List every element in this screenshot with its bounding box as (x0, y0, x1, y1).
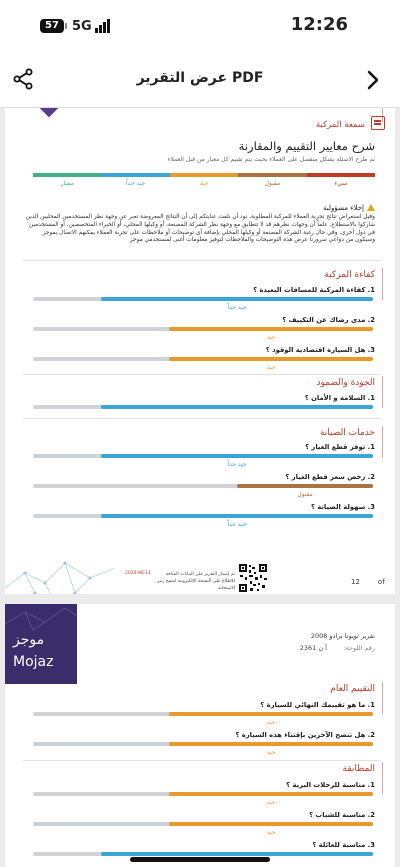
rating-fill (101, 514, 373, 518)
network-pattern-graphic (5, 548, 125, 594)
pdf-page-2[interactable] (5, 604, 395, 867)
home-indicator[interactable] (130, 857, 270, 862)
scale-label: مقبول (264, 180, 281, 187)
pdf-page-1[interactable] (5, 108, 395, 594)
scale-label: جيد جداً (126, 180, 146, 187)
page-of-label: of (377, 578, 385, 586)
car-report-icon (371, 116, 385, 130)
report-date: 2024-06-11 (125, 571, 152, 576)
rating-track (33, 514, 373, 518)
question-label: 1. توفر قطع الغيار ؟ (305, 443, 375, 451)
rating-fill (169, 822, 373, 826)
rating-track (33, 454, 373, 458)
scale-good (170, 173, 238, 177)
rating-track (33, 297, 373, 301)
question-label: 3. هل السيارة اقتصادية الوقود ؟ (265, 346, 375, 354)
plate-label: رقم اللوحة: (343, 644, 375, 652)
rating-label: جيد (266, 719, 276, 726)
rating-fill (169, 742, 373, 746)
page-title: عرض التقرير PDF (136, 70, 264, 86)
margin-line (382, 376, 383, 408)
divider (23, 418, 381, 419)
question-label: 2. مناسبة للشباب ؟ (309, 811, 375, 819)
rating-track (33, 742, 373, 746)
chevron-right-icon[interactable] (366, 70, 380, 90)
network-label: 5G (72, 19, 92, 34)
question-label: 3. مناسبة للعائلة ؟ (312, 841, 375, 849)
page-number-value: 12 (351, 578, 360, 586)
rating-track (33, 327, 373, 331)
scale-label: ممتاز (60, 180, 74, 187)
rating-fill (101, 852, 373, 856)
category-heading: المطابقة (342, 764, 375, 774)
rating-label: جيد (266, 749, 276, 756)
status-bar (0, 0, 400, 52)
mojaz-logo (5, 604, 77, 684)
question-label: 3. سهولة الصيانة ؟ (310, 503, 375, 511)
logo-text-ar: موجز (13, 632, 45, 648)
category-heading: كفاءة المركبة (324, 270, 375, 280)
rating-label: جيد (266, 829, 276, 836)
plate-value: أ ن 2361 (299, 644, 327, 652)
divider (23, 260, 381, 261)
section-heading: سمعة المركبة (315, 120, 365, 130)
page-number (351, 578, 385, 586)
disclaimer-title: إخلاء مسؤولية (323, 204, 364, 212)
category-heading: خدمات الصيانة (319, 428, 375, 438)
criteria-subtitle: تم طرح الاسئلة بشكل منفصل على العملاء بحيث يتم تقييم كل معيار من قبل العملاء (167, 156, 375, 163)
category-heading: الجودة والصمود (316, 378, 375, 388)
question-label: 2. مدى رضاك عن التكييف ؟ (282, 316, 375, 324)
question-label: 1. السلامة و الأمان ؟ (304, 394, 375, 402)
rating-scale-labels (33, 180, 375, 187)
rating-fill (169, 792, 373, 796)
divider (23, 374, 381, 375)
qr-code-icon[interactable] (238, 563, 268, 593)
scale-poor (307, 173, 375, 177)
clock: 12:26 (290, 14, 348, 35)
rating-fill (101, 454, 373, 458)
nav-bar (0, 52, 400, 108)
question-label: 1. كفاءة المركبة للمسافات البعيدة ؟ (253, 286, 375, 294)
rating-label: جيد جداً (227, 304, 247, 311)
rating-fill (169, 327, 373, 331)
car-name: تقرير تويوتا برادو 2008 (310, 632, 375, 640)
rating-track (33, 712, 373, 716)
scale-excellent (33, 173, 101, 177)
question-label: 2. رخص سعر قطع الغيار ؟ (285, 473, 375, 481)
rating-track (33, 792, 373, 796)
divider (23, 760, 381, 761)
rating-label: جيد (266, 334, 276, 341)
rating-label: مقبول (297, 491, 313, 498)
rating-fill (169, 712, 373, 716)
warning-icon (367, 204, 375, 211)
decorative-diamond (38, 108, 61, 117)
criteria-title: شرح معايير التقييم والمقارنة (238, 139, 375, 153)
question-label: 2. هل تنصح الآخرين بإقتناء هذه السيارة ؟ (235, 731, 375, 739)
margin-line (382, 426, 383, 458)
question-label: 1. ما هو تقييمك النهائي للسيارة ؟ (260, 701, 375, 709)
rating-track (33, 484, 373, 488)
margin-line (382, 762, 383, 794)
question-label: 1. مناسبة للرحلات البرية ؟ (286, 781, 375, 789)
rating-track (33, 822, 373, 826)
rating-track (33, 357, 373, 361)
disclaimer-heading (323, 204, 375, 212)
scale-very-good (101, 173, 169, 177)
scale-label: جيد (199, 180, 209, 187)
disclaimer-text: وفيل استعراض نتائج تجربة العملاء للمركبة المطلوبة، نود أن نلفت عنايتكم إلى أن النتائج المعروضة تعبر عن وجهة نظر المستخدمين المحليين الذين شاركوا بالاستطلاع. علماً أن وجهات نظرهم قد لا تتطابق مع وجهة نظر الشركة المصنعة، أو وكيلها المحلي، أو الخبراء المتخصصين، أو المستخدمين في دول أخرى. وفي حال رغبة الشركة المصنعة أو وكيلها المحلي بإضافة أي توضيحات أو ملاحظات على تجربة العملاء يمكنهم الاتصال بموجز وسيكون من دواعي سرورنا عرض هذه التوضيحات والملاحظات لتوفير معلومات أغنى لمستخدمي موجز (25, 214, 375, 244)
rating-label: جيد جداً (227, 521, 247, 528)
category-heading: التقييم العام (330, 684, 375, 694)
rating-track (33, 405, 373, 409)
scale-acceptable (238, 173, 306, 177)
rating-label: جيد (266, 364, 276, 371)
footer-note: تم إصدار التقرير على البيانات المتاحة للاطلاع على النسخة الإلكترونية امسح رمز الاستجابة (157, 572, 235, 591)
rating-fill (101, 405, 373, 409)
signal-icon (95, 19, 111, 33)
logo-text-en: Mojaz (13, 654, 54, 670)
battery-indicator: 57 (40, 19, 64, 33)
rating-track (33, 852, 373, 856)
margin-line (382, 682, 383, 714)
rating-scale-bar (33, 173, 375, 177)
rating-label: جيد جداً (227, 461, 247, 468)
rating-label: جيد (266, 799, 276, 806)
margin-line (382, 268, 383, 300)
scale-label: سيء (334, 180, 348, 187)
rating-fill (169, 357, 373, 361)
rating-fill (237, 484, 373, 488)
rating-fill (101, 297, 373, 301)
